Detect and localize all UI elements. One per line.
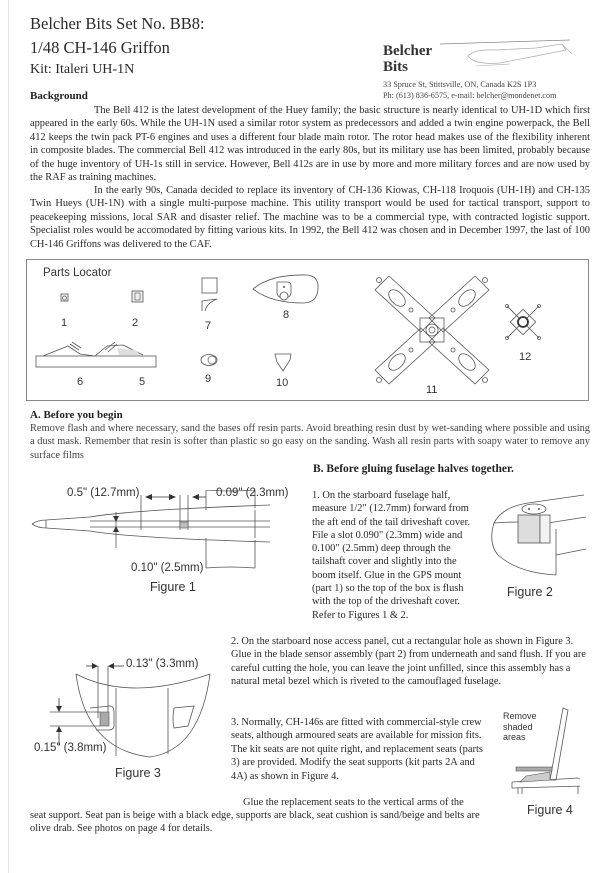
parts-locator-panel xyxy=(26,259,589,401)
section-b-step-3-continued: Glue the replacement seats to the vertical arms of the xyxy=(243,797,464,808)
brand-name-line1: Belcher xyxy=(383,43,433,59)
figure-3-dimension-width: 0.13" (3.3mm) xyxy=(126,658,199,670)
company-contact: Ph: (613) 836-6575, e-mail: belcher@mondenet.com xyxy=(383,91,557,100)
section-b-heading: B. Before gluing fuselage halves together. xyxy=(313,463,514,475)
figure-1-dimension-width: 0.09" (2.3mm) xyxy=(216,487,289,499)
document-subtitle: 1/48 CH-146 Griffon xyxy=(30,38,170,57)
bracket-part-icon xyxy=(199,277,221,315)
background-paragraph-1 xyxy=(30,104,590,184)
part-number-6: 6 xyxy=(77,376,84,388)
brand-name-line2: Bits xyxy=(383,59,409,75)
figure-1-tail-boom-diagram xyxy=(30,490,270,570)
part-number-1: 1 xyxy=(61,317,68,329)
background-heading: Background xyxy=(30,90,88,102)
section-b-step-1: 1. On the starboard fuselage half, measure 1/2" (12.7mm) forward from the aft end of the tail driveshaft cover. File a slot 0.090" (2.3mm) wide and 0.100" (2.5mm) deep through the tailshaft cover and slightly into the boom itself. Glue in the GPS mount (part 1) so the top of the box is flush with the top of the driveshaft cover. Refer to Figures 1 & 2. xyxy=(312,490,471,621)
rotor-hub-icon xyxy=(501,300,545,344)
parts-locator-title: Parts Locator xyxy=(43,267,112,279)
figure-1-caption: Figure 1 xyxy=(150,580,196,594)
figure-1-dimension-length: 0.5" (12.7mm) xyxy=(67,487,140,499)
company-address: 33 Spruce St, Stittsville, ON, Canada K2S 1P3 xyxy=(383,80,537,89)
figure-2-caption: Figure 2 xyxy=(507,585,553,599)
section-b-step-3: 3. Normally, CH-146s are fitted with commercial-style crew seats, although armoured seats are available for mission fits. The kit seats are not quite right, and replacement seats (parts 3) are provided. Modify the seat supports (kit parts 2A and 4A) as shown in Figure 4. xyxy=(231,717,483,782)
shield-part-icon xyxy=(273,352,293,374)
oval-panel-icon xyxy=(251,272,321,306)
blade-sensor-icon xyxy=(131,290,144,303)
document-title: Belcher Bits Set No. BB8: xyxy=(30,14,205,33)
kit-name: Kit: Italeri UH-1N xyxy=(30,62,135,77)
page-edge xyxy=(8,0,9,873)
part-number-2: 2 xyxy=(132,317,139,329)
part-number-8: 8 xyxy=(283,309,290,321)
section-a-text: Remove flash and where necessary, sand the bases off resin parts. Avoid breathing resin dust by wet-sanding where possible and using a dust mask. Remember that resin is softer than plastic so go easy on the sanding. Wash all resin parts with soapy water to remove any surface films xyxy=(30,423,590,461)
section-b-step-2: 2. On the starboard nose access panel, cut a rectangular hole as shown in Figure 3. Glue in the blade sensor assembly (part 2) from underneath and sand flush. If you are careful cutting the hole, you can leave the joint unfilled, since this assembly has a natural metal bezel which is riveted to the camouflaged fuselage. xyxy=(231,636,586,688)
figure-4-seat-support-diagram xyxy=(508,704,580,794)
part-number-12: 12 xyxy=(519,351,532,363)
figure-4-note-line-2: shaded xyxy=(503,721,533,732)
seat-base-icon xyxy=(35,340,167,370)
background-paragraph-2-text: In the early 90s, Canada decided to replace its inventory of CH-136 Kiowas, CH-118 Iroquois (UH-1H) and CH-135 Twin Hueys (UH-1N) with a single multi-purpose machine. This utility transport would be used for tactical transport, support to peacekeeping missions, local SAR and disaster relief. The machine was to be a commercial type, with contracted logistic support. Specialist roles would be accomodated by fitting various kits. In 1992, the Bell 412 was chosen and in December 1997, the last of 100 CH-146 Griffons was delivered to the CAF. xyxy=(30,185,590,250)
figure-3-caption: Figure 3 xyxy=(115,766,161,780)
part-number-7: 7 xyxy=(205,320,212,332)
section-b-step-3-finish: seat support. Seat pan is beige with a black edge, supports are black, seat cushion is sand/beige and belts are olive drab. See photos on page 4 for details. xyxy=(30,810,480,835)
figure-4-note-line-1: Remove xyxy=(503,711,537,721)
figure-2-gps-mount-diagram xyxy=(488,493,588,579)
part-number-10: 10 xyxy=(276,377,289,389)
figure-1-dimension-depth: 0.10" (2.5mm) xyxy=(131,562,204,574)
figure-4-note-line-3: areas xyxy=(503,732,526,742)
gps-mount-icon xyxy=(60,293,70,303)
rotor-head-icon xyxy=(367,268,497,393)
part-number-9: 9 xyxy=(205,373,212,385)
figure-3-dimension-height: 0.15" (3.8mm) xyxy=(34,742,107,754)
background-paragraph-1-text: The Bell 412 is the latest development of the Huey family; the basic structure is nearly identical to UH-1D which first appeared in the early 60s. While the UH-1N used a similar rotor system as predecessors and added a twin engine powerpack, the Bell 412 keeps the twin pack PT-6 engines and uses a different four blade main rotor. The rotor head makes use of the flexibility inherent in composite blades. The commercial Bell 412 was introduced in the early 80s, but its military use has been limited, probably because of the huge inventory of UH-1s still in service. However, Bell 412s are in use by more and more military forces and are now used by the RAF as training machines. xyxy=(30,105,590,184)
part-number-11: 11 xyxy=(426,384,438,396)
lens-part-icon xyxy=(200,353,220,367)
figure-4-caption: Figure 4 xyxy=(527,803,573,817)
background-paragraph-2 xyxy=(30,184,590,251)
helicopter-sketch-icon xyxy=(440,38,580,70)
part-number-5: 5 xyxy=(139,376,146,388)
section-a-heading: A. Before you begin xyxy=(30,409,123,421)
